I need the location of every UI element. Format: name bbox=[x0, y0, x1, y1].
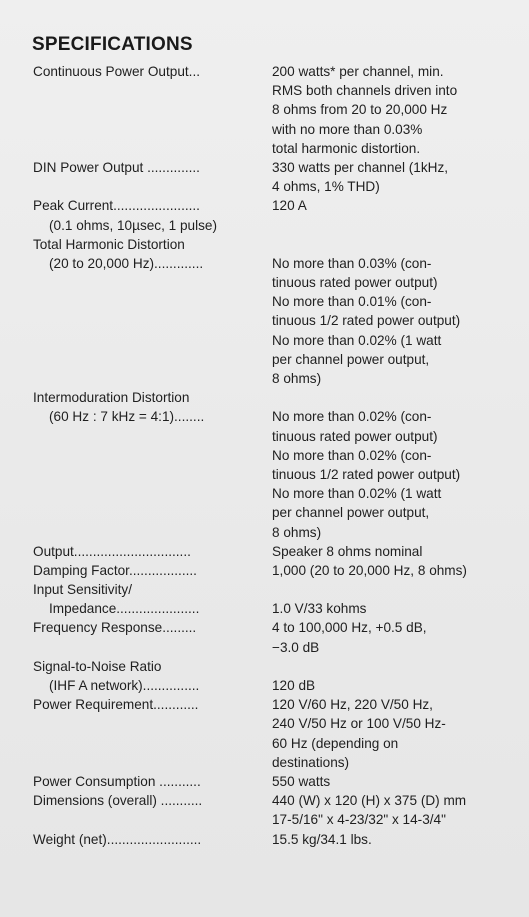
spec-value: 8 ohms) bbox=[272, 371, 322, 386]
spec-line bbox=[33, 254, 529, 273]
spec-line bbox=[33, 618, 529, 637]
spec-value: 440 (W) x 120 (H) x 375 (D) mm bbox=[272, 793, 467, 809]
spec-line bbox=[33, 292, 529, 311]
spec-value: No more than 0.02% (con- bbox=[272, 447, 432, 463]
spec-value: 200 watts* per channel, min. bbox=[272, 64, 444, 79]
spec-label: DIN Power Output .............. bbox=[33, 159, 200, 175]
spec-value: tinuous 1/2 rated power output) bbox=[272, 313, 461, 329]
spec-value: per channel power output, bbox=[272, 505, 430, 521]
spec-line bbox=[33, 158, 529, 177]
spec-line bbox=[33, 311, 529, 330]
spec-line bbox=[33, 772, 529, 791]
spec-line bbox=[33, 427, 529, 446]
spec-value: RMS both channels driven into bbox=[272, 83, 458, 99]
spec-value: No more than 0.01% (con- bbox=[272, 294, 432, 310]
spec-label: Frequency Response......... bbox=[33, 620, 197, 636]
spec-value: 120 V/60 Hz, 220 V/50 Hz, bbox=[272, 697, 433, 713]
spec-label: Power Requirement............ bbox=[33, 697, 199, 713]
spec-value: 1,000 (20 to 20,000 Hz, 8 ohms) bbox=[272, 562, 467, 578]
spec-line bbox=[33, 830, 529, 849]
spec-line bbox=[33, 446, 529, 465]
spec-value: No more than 0.02% (1 watt bbox=[272, 486, 442, 502]
spec-value: tinuous rated power output) bbox=[272, 275, 438, 291]
spec-label: Intermoduration Distortion bbox=[33, 390, 190, 406]
spec-value: tinuous 1/2 rated power output) bbox=[272, 466, 461, 482]
page-title: SPECIFICATIONS bbox=[32, 34, 193, 55]
spec-line bbox=[33, 235, 529, 254]
spec-line bbox=[33, 657, 529, 676]
spec-line bbox=[33, 580, 529, 599]
spec-line bbox=[33, 638, 529, 657]
spec-line bbox=[33, 695, 529, 714]
spec-label: Impedance...................... bbox=[49, 601, 200, 617]
spec-line bbox=[33, 734, 529, 753]
spec-line bbox=[33, 100, 529, 119]
spec-line bbox=[33, 388, 529, 407]
spec-value: 240 V/50 Hz or 100 V/50 Hz- bbox=[272, 716, 446, 732]
spec-value: No more than 0.02% (1 watt bbox=[272, 332, 442, 348]
spec-line bbox=[33, 196, 529, 215]
spec-line bbox=[33, 81, 529, 100]
spec-value: 17-5/16" x 4-23/32" x 14-3/4" bbox=[272, 812, 446, 828]
spec-line bbox=[33, 791, 529, 810]
spec-value: 330 watts per channel (1kHz, bbox=[272, 159, 449, 175]
spec-label: Signal-to-Noise Ratio bbox=[33, 658, 162, 674]
spec-value: 1.0 V/33 kohms bbox=[272, 601, 367, 617]
spec-label: Input Sensitivity/ bbox=[33, 582, 132, 598]
spec-label: Dimensions (overall) ........... bbox=[33, 793, 203, 809]
spec-line bbox=[33, 484, 529, 503]
spec-value: No more than 0.02% (con- bbox=[272, 409, 432, 425]
spec-label: (60 Hz : 7 kHz = 4:1)........ bbox=[49, 409, 205, 425]
spec-value: 120 dB bbox=[272, 678, 316, 693]
spec-label: Power Consumption ........... bbox=[33, 773, 201, 789]
spec-line bbox=[33, 177, 529, 196]
spec-line bbox=[33, 523, 529, 542]
spec-value: 120 A bbox=[272, 198, 307, 214]
spec-line bbox=[33, 561, 529, 580]
spec-value: per channel power output, bbox=[272, 351, 430, 367]
spec-line bbox=[33, 216, 529, 235]
spec-value: 8 ohms) bbox=[272, 524, 322, 540]
spec-label: Continuous Power Output... bbox=[33, 64, 200, 79]
spec-value: −3.0 dB bbox=[272, 639, 320, 655]
spec-value: 15.5 kg/34.1 lbs. bbox=[272, 831, 372, 847]
spec-value: tinuous rated power output) bbox=[272, 428, 438, 444]
spec-line bbox=[33, 714, 529, 733]
spec-line bbox=[33, 139, 529, 158]
spec-line bbox=[33, 407, 529, 426]
spec-value: No more than 0.03% (con- bbox=[272, 255, 432, 271]
specifications-list bbox=[33, 62, 529, 849]
spec-value: 8 ohms from 20 to 20,000 Hz bbox=[272, 102, 448, 118]
spec-value: Speaker 8 ohms nominal bbox=[272, 543, 423, 559]
spec-label: (IHF A network)............... bbox=[49, 678, 200, 693]
spec-line bbox=[33, 350, 529, 369]
spec-label: Weight (net)......................... bbox=[33, 831, 202, 847]
spec-line bbox=[33, 120, 529, 139]
spec-line bbox=[33, 810, 529, 829]
spec-line bbox=[33, 753, 529, 772]
spec-value: 4 to 100,000 Hz, +0.5 dB, bbox=[272, 620, 427, 636]
spec-value: with no more than 0.03% bbox=[272, 121, 423, 137]
spec-line bbox=[33, 503, 529, 522]
spec-line bbox=[33, 62, 529, 81]
spec-label: Output............................... bbox=[33, 543, 191, 559]
spec-value: 60 Hz (depending on bbox=[272, 735, 399, 751]
spec-value: destinations) bbox=[272, 754, 350, 770]
spec-value: total harmonic distortion. bbox=[272, 140, 421, 156]
spec-line bbox=[33, 542, 529, 561]
spec-line bbox=[33, 273, 529, 292]
spec-line bbox=[33, 599, 529, 618]
spec-line bbox=[33, 369, 529, 388]
spec-label: (20 to 20,000 Hz)............. bbox=[49, 255, 204, 271]
spec-label: Damping Factor.................. bbox=[33, 562, 197, 578]
spec-line bbox=[33, 676, 529, 695]
spec-line bbox=[33, 465, 529, 484]
spec-label: Peak Current....................... bbox=[33, 198, 200, 214]
spec-value: 4 ohms, 1% THD) bbox=[272, 179, 380, 195]
spec-line bbox=[33, 331, 529, 350]
spec-label: (0.1 ohms, 10µsec, 1 pulse) bbox=[49, 217, 218, 233]
spec-label: Total Harmonic Distortion bbox=[33, 236, 185, 252]
spec-value: 550 watts bbox=[272, 773, 331, 789]
